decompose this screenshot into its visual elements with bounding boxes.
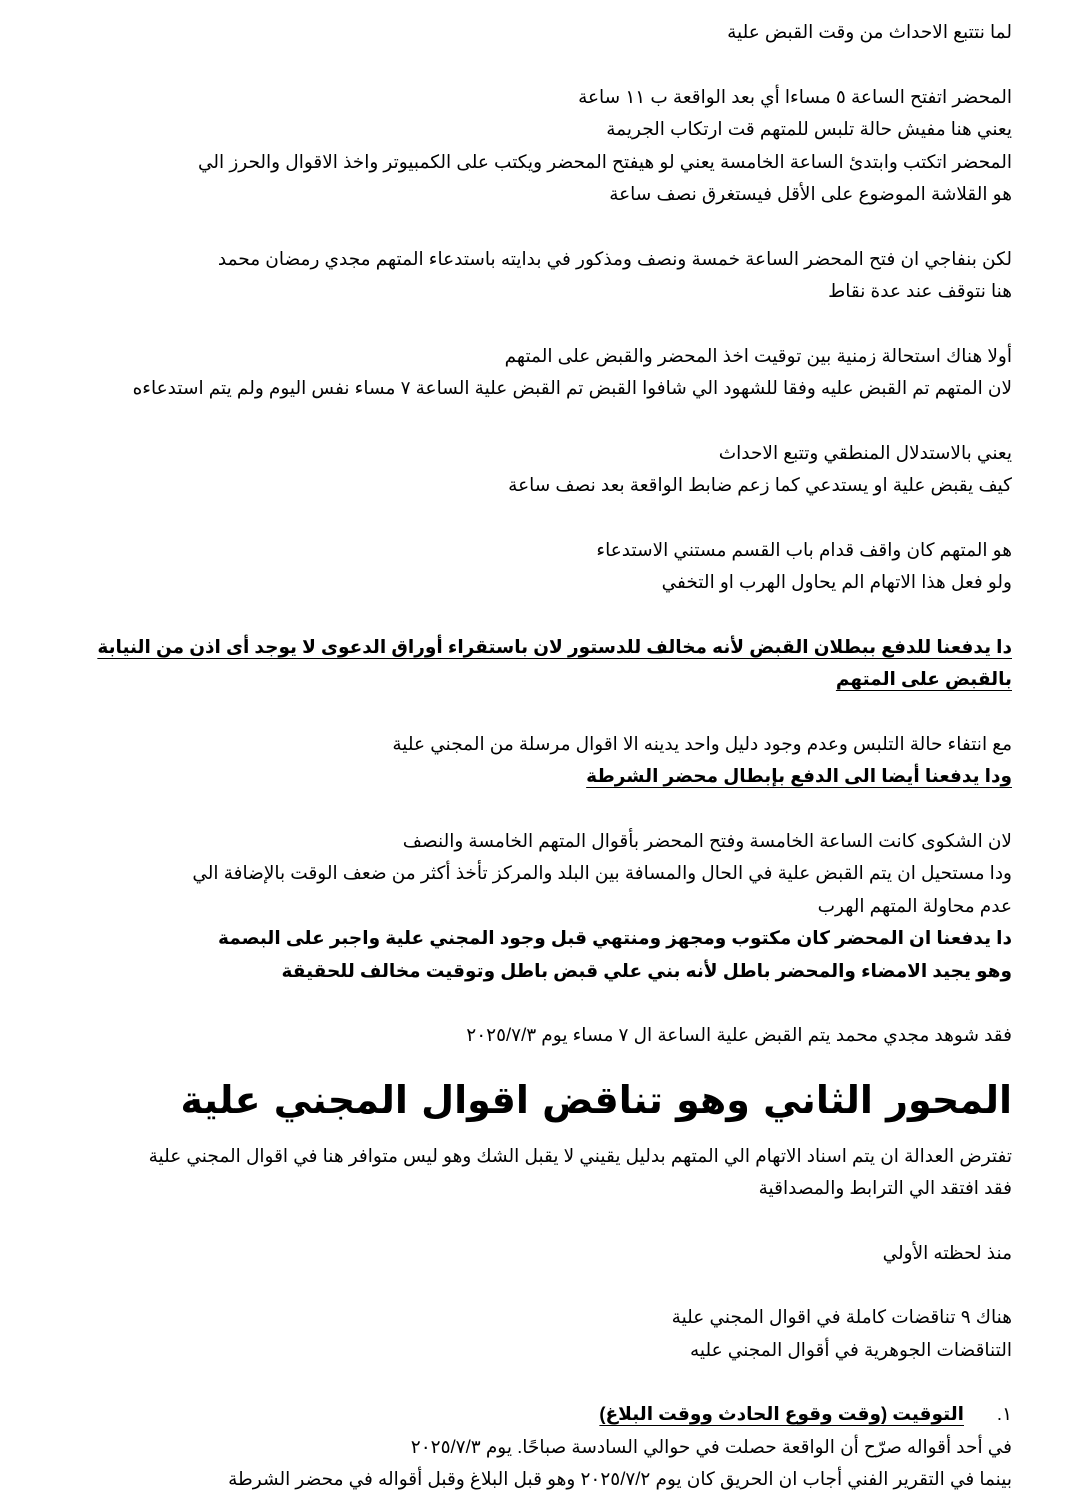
intro-line: لما نتتبع الاحداث من وقت القبض علية [727, 21, 1012, 42]
defense-statement: وهو يجيد الامضاء والمحضر باطل لأنه بني علي قبض باطل وتوقيت مخالف للحقيقة [281, 959, 1012, 981]
defense-statement: دا يدفعنا ان المحضر كان مكتوب ومجهز ومنتهي قبل وجود المجني علية واجبر على البصمة [217, 927, 1012, 948]
paragraph-line: هو المتهم كان واقف قدام باب القسم مستني الاستدعاء [596, 538, 1012, 560]
paragraph-line: فقد افتقد الي الترابط والمصداقية [758, 1177, 1012, 1198]
item-number: ١. [996, 1403, 1012, 1424]
paragraph-line: منذ لحظته الأولي [882, 1241, 1012, 1263]
paragraph-line: تفترض العدالة ان يتم اسناد الاتهام الي المتهم بدليل يقيني لا يقبل الشك وهو ليس متوافر هنا في اقوال المجني علية [148, 1144, 1012, 1166]
paragraph-line: بينما في التقرير الفني أجاب ان الحريق كان يوم ٢٠٢٥/٧/٢ وهو قبل البلاغ وقبل أقواله في محضر الشرطة [228, 1468, 1012, 1489]
item-title: التوقيت (وقت وقوع الحادث ووقت البلاغ) [599, 1403, 964, 1424]
paragraph-line: هو القلاشة الموضوع على الأقل فيستغرق نصف ساعة [609, 183, 1012, 204]
paragraph-line: عدم محاولة المتهم الهرب [817, 894, 1012, 916]
paragraph-line: هنا نتوقف عند عدة نقاط [828, 280, 1012, 301]
paragraph-line: يعني هنا مفيش حالة تلبس للمتهم قت ارتكاب الجريمة [606, 118, 1012, 139]
numbered-item-heading [90, 1398, 1012, 1431]
paragraph-line: كيف يقبض علية او يستدعي كما زعم ضابط الواقعة بعد نصف ساعة [508, 474, 1012, 495]
paragraph-line: هناك ٩ تناقضات كاملة في اقوال المجني علية [671, 1306, 1012, 1327]
defense-statement: ودا يدفعنا أيضا الى الدفع بإبطال محضر الشرطة [586, 765, 1012, 786]
paragraph-line: لان المتهم تم القبض عليه وفقا للشهود الي شافوا القبض تم القبض علية الساعة ٧ مساء نفس اليوم ولم يتم استدعاءه [132, 377, 1012, 398]
paragraph-line: فقد شوهد مجدي محمد يتم القبض علية الساعة ال ٧ مساء يوم ٢٠٢٥/٧/٣ [466, 1024, 1012, 1045]
paragraph-line: ودا مستحيل ان يتم القبض علية في الحال والمسافة بين البلد والمركز تأخذ أكثر من ضعف الوقت بالإضافة الي [192, 862, 1012, 883]
paragraph-line: أولا هناك استحالة زمنية بين توقيت اخذ المحضر والقبض على المتهم [504, 344, 1012, 366]
paragraph-line: مع انتفاء حالة التلبس وعدم وجود دليل واحد يدينه الا اقوال مرسلة من المجني علية [392, 732, 1012, 754]
paragraph-line: في أحد أقواله صرّح أن الواقعة حصلت في حوالي السادسة صباحًا. يوم ٢٠٢٥/٧/٣ [410, 1435, 1012, 1457]
section-heading: المحور الثاني وهو تناقض اقوال المجني علية [180, 1077, 1012, 1122]
paragraph-line: يعني بالاستدلال المنطقي وتتبع الاحداث [718, 441, 1012, 463]
document-page [90, 16, 1012, 1496]
paragraph-line: لان الشكوى كانت الساعة الخامسة وفتح المحضر بأقوال المتهم الخامسة والنصف [402, 829, 1012, 851]
paragraph-line: التناقضات الجوهرية في أقوال المجني عليه [690, 1338, 1012, 1360]
paragraph-line: المحضر اتفتح الساعة ٥ مساءا أي بعد الواقعة ب ١١ ساعة [578, 85, 1012, 107]
paragraph-line: المحضر اتكتب وابتدئ الساعة الخامسة يعني لو هيفتح المحضر ويكتب على الكمبيوتر واخذ الاقوال والحرز الي [197, 150, 1012, 172]
defense-statement: بالقبض على المتهم [835, 668, 1012, 689]
paragraph-line: لكن بنفاجي ان فتح المحضر الساعة خمسة ونصف ومذكور في بدايته باستدعاء المتهم مجدي رمضان محمد [217, 247, 1012, 269]
paragraph-line: ولو فعل هذا الاتهام الم يحاول الهرب او التخفي [661, 571, 1012, 592]
defense-statement: دا يدفعنا للدفع ببطلان القبض لأنه مخالف للدستور لان باستقراء أوراق الدعوى لا يوجد أى اذن من النيابة [97, 635, 1012, 657]
